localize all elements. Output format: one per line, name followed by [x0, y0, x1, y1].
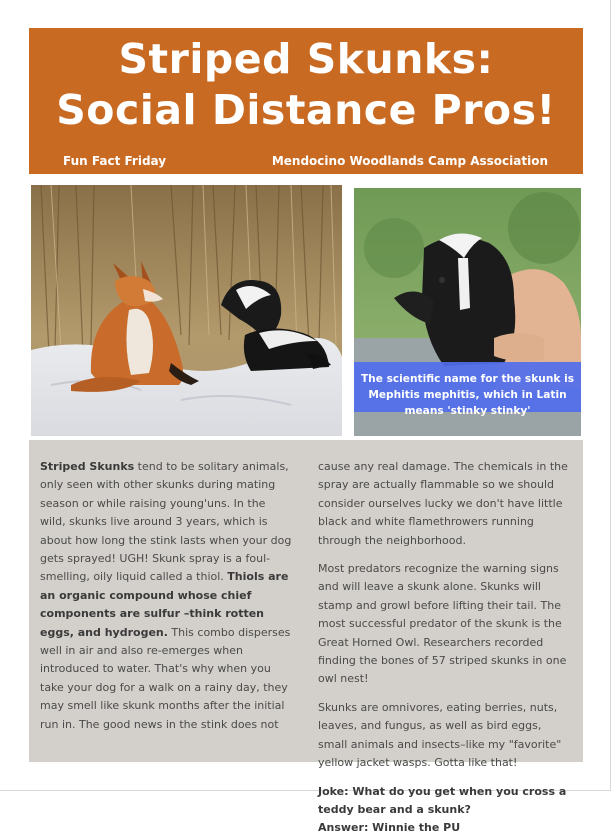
paragraph-text: tend to be solitary animals, only seen with other skunks during mating season or while raising young'uns. In the wild, skunks live around 3 years, which is about how long the stink lasts when your dog gets sprayed! UGH! Skunk spray is a foul-smelling, oily liquid called a thiol. [40, 460, 292, 584]
header-banner [29, 28, 583, 174]
paragraph-text: This combo disperses well in air and also re-emerges when introduced to water. That's why when you take your dog for a walk on a rainy day, they may smell like skunk months after the initial run in. The good news in the stink does not [40, 625, 291, 731]
paragraph-diet: Skunks are omnivores, eating berries, nuts, leaves, and fungus, as well as bird eggs, small animals and insects–like my "favorite" yellow jacket wasps. Gotta like that! [318, 700, 562, 770]
article-column-left [40, 458, 292, 744]
title-line-2: Social Distance Pros! [56, 86, 556, 134]
page-title [29, 34, 583, 136]
thiol-highlight: Thiols are an organic compound whose chief components are sulfur –think rotten eggs, and hydrogen. [40, 570, 289, 639]
series-label: Fun Fact Friday [63, 154, 167, 168]
organization-label: Mendocino Woodlands Camp Association [271, 154, 548, 168]
paragraph-skunk-facts [40, 458, 292, 734]
fox-and-skunk-photo [31, 185, 342, 436]
joke-answer: Answer: Winnie the PU [318, 821, 461, 835]
lead-term: Striped Skunks [40, 460, 135, 473]
joke-block [318, 783, 572, 838]
article-panel [29, 440, 583, 835]
article-column-right [318, 458, 572, 838]
paragraph-predators: Most predators recognize the warning signs and will leave a skunk alone. Skunks will stamp and growl before lifting their tail. The most successful predator of the skunk is the Great Horned Owl. Researchers recorded finding the bones of 57 striped skunks in one owl nest! [318, 562, 567, 686]
title-line-1: Striped Skunks: [118, 35, 494, 83]
column-flow-spacer: cause any real damage. The chemicals in the spray are actually flammable so we should consider ourselves lucky we don't have little black and white flamethrowers running through the neighborhood. [318, 460, 568, 547]
joke-question: Joke: What do you get when you cross a teddy bear and a skunk? [318, 784, 567, 816]
photo-caption: The scientific name for the skunk is Mephitis mephitis, which in Latin means 'stinky stinky' [354, 362, 581, 412]
